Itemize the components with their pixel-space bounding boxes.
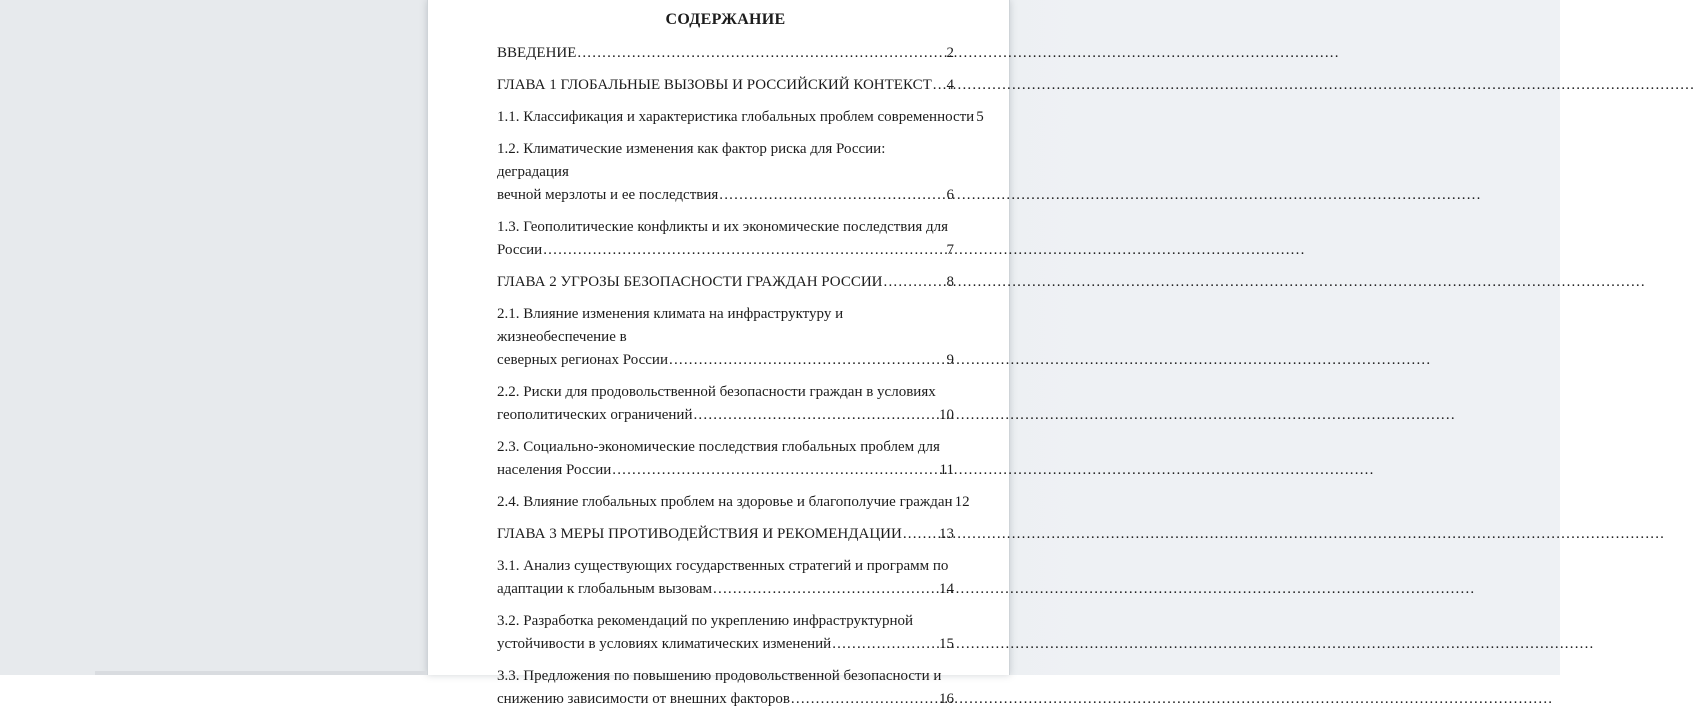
toc-entry[interactable] — [497, 42, 954, 65]
toc-page-number: 12 — [954, 494, 970, 510]
toc-entry[interactable] — [497, 138, 954, 207]
toc-entry-last-line — [497, 578, 954, 601]
toc-entry-line: 2.2. Риски для продовольственной безопасности граждан в условиях — [497, 384, 936, 400]
toc-entry-last-line — [497, 459, 954, 482]
dot-leader — [832, 633, 938, 656]
toc-entry-last-line — [497, 688, 954, 711]
page-content — [428, 0, 1009, 711]
toc-entry-text: ГЛАВА 3 МЕРЫ ПРОТИВОДЕЙСТВИЯ И РЕКОМЕНДАЦИИ — [497, 526, 902, 542]
toc-entry-text: северных регионах России — [497, 352, 668, 368]
toc-page-number: 16 — [939, 691, 954, 707]
toc-entry-last-line — [497, 271, 954, 294]
toc-page-number: 2 — [946, 45, 954, 61]
toc-entry-line: 3.3. Предложения по повышению продовольственной безопасности и — [497, 668, 942, 684]
toc-entry-last-line — [497, 42, 954, 65]
toc-entry[interactable] — [497, 271, 954, 294]
toc-entry-last-line — [497, 74, 954, 97]
toc-entry-last-line — [497, 239, 954, 262]
toc-entry-last-line — [497, 523, 954, 546]
toc-entry-last-line — [497, 106, 984, 129]
toc-entry-line: 2.3. Социально-экономические последствия глобальных проблем для — [497, 439, 940, 455]
toc-page-number: 9 — [946, 352, 954, 368]
toc-page-number: 5 — [976, 109, 984, 125]
document-page[interactable] — [427, 0, 1010, 707]
toc-entry-text: ВВЕДЕНИЕ — [497, 45, 577, 61]
toc-entry[interactable] — [497, 216, 954, 262]
toc-entry-line: 1.3. Геополитические конфликты и их экономические последствия для — [497, 219, 949, 235]
toc-page-number: 8 — [946, 274, 954, 290]
toc-entry-last-line — [497, 491, 970, 514]
toc-page-number: 14 — [939, 581, 954, 597]
toc-entry-text: устойчивости в условиях климатических изменений — [497, 636, 832, 652]
toc-entry-text: России — [497, 242, 543, 258]
dot-leader — [791, 688, 938, 711]
toc-entry-line: 3.2. Разработка рекомендаций по укреплению инфраструктурной — [497, 613, 914, 629]
dot-leader — [543, 239, 945, 262]
dot-leader — [669, 349, 946, 372]
toc-entry-text: геополитических ограничений — [497, 407, 693, 423]
toc-entry[interactable] — [497, 436, 954, 482]
toc-entry[interactable] — [497, 555, 954, 601]
toc-entry[interactable] — [497, 74, 954, 97]
toc-entry[interactable] — [497, 303, 954, 372]
toc-page-number: 7 — [946, 242, 954, 258]
dot-leader — [577, 42, 945, 65]
toc-entry-text: вечной мерзлоты и ее последствия — [497, 187, 719, 203]
dot-leader — [933, 74, 946, 97]
toc-entry-text: ГЛАВА 1 ГЛОБАЛЬНЫЕ ВЫЗОВЫ И РОССИЙСКИЙ КОНТЕКСТ — [497, 77, 932, 93]
toc-entry-text: населения России — [497, 462, 612, 478]
toc-entry[interactable] — [497, 610, 954, 656]
toc-entry-line: 1.2. Климатические изменения как фактор риска для России: деградация — [497, 141, 886, 180]
toc-entry-text: ГЛАВА 2 УГРОЗЫ БЕЗОПАСНОСТИ ГРАЖДАН РОССИИ — [497, 274, 883, 290]
toc-entry-last-line — [497, 184, 954, 207]
toc-entry-text: 2.4. Влияние глобальных проблем на здоровье и благополучие граждан — [497, 494, 953, 510]
toc-entry[interactable] — [497, 106, 984, 129]
toc-page-number: 11 — [939, 462, 954, 478]
toc-entry[interactable] — [497, 523, 954, 546]
toc-entry-line: 2.1. Влияние изменения климата на инфраструктуру и жизнеобеспечение в — [497, 306, 844, 345]
toc-entry-text: снижению зависимости от внешних факторов — [497, 691, 790, 707]
toc-entry-line: 3.1. Анализ существующих государственных стратегий и программ по — [497, 558, 949, 574]
toc-entry-last-line — [497, 633, 954, 656]
bottom-edge-strip — [95, 671, 427, 675]
toc-entry-text: 1.1. Классификация и характеристика глобальных проблем современности — [497, 109, 975, 125]
toc-page-number: 15 — [939, 636, 954, 652]
toc-entry[interactable] — [497, 381, 954, 427]
dot-leader — [713, 578, 938, 601]
dot-leader — [693, 404, 938, 427]
toc-entry[interactable] — [497, 665, 954, 711]
toc-entry-last-line — [497, 349, 954, 372]
toc-page-number: 6 — [946, 187, 954, 203]
dot-leader — [719, 184, 945, 207]
dot-leader — [612, 459, 938, 482]
toc-page-number: 10 — [939, 407, 954, 423]
toc-page-number: 13 — [939, 526, 954, 542]
toc-entry-last-line — [497, 404, 954, 427]
dot-leader — [884, 271, 946, 294]
toc-page-number: 4 — [946, 77, 954, 93]
toc-list — [497, 42, 984, 711]
toc-entry-text: адаптации к глобальным вызовам — [497, 581, 713, 597]
toc-title: СОДЕРЖАНИЕ — [665, 11, 786, 28]
dot-leader — [903, 523, 938, 546]
toc-entry[interactable] — [497, 491, 970, 514]
